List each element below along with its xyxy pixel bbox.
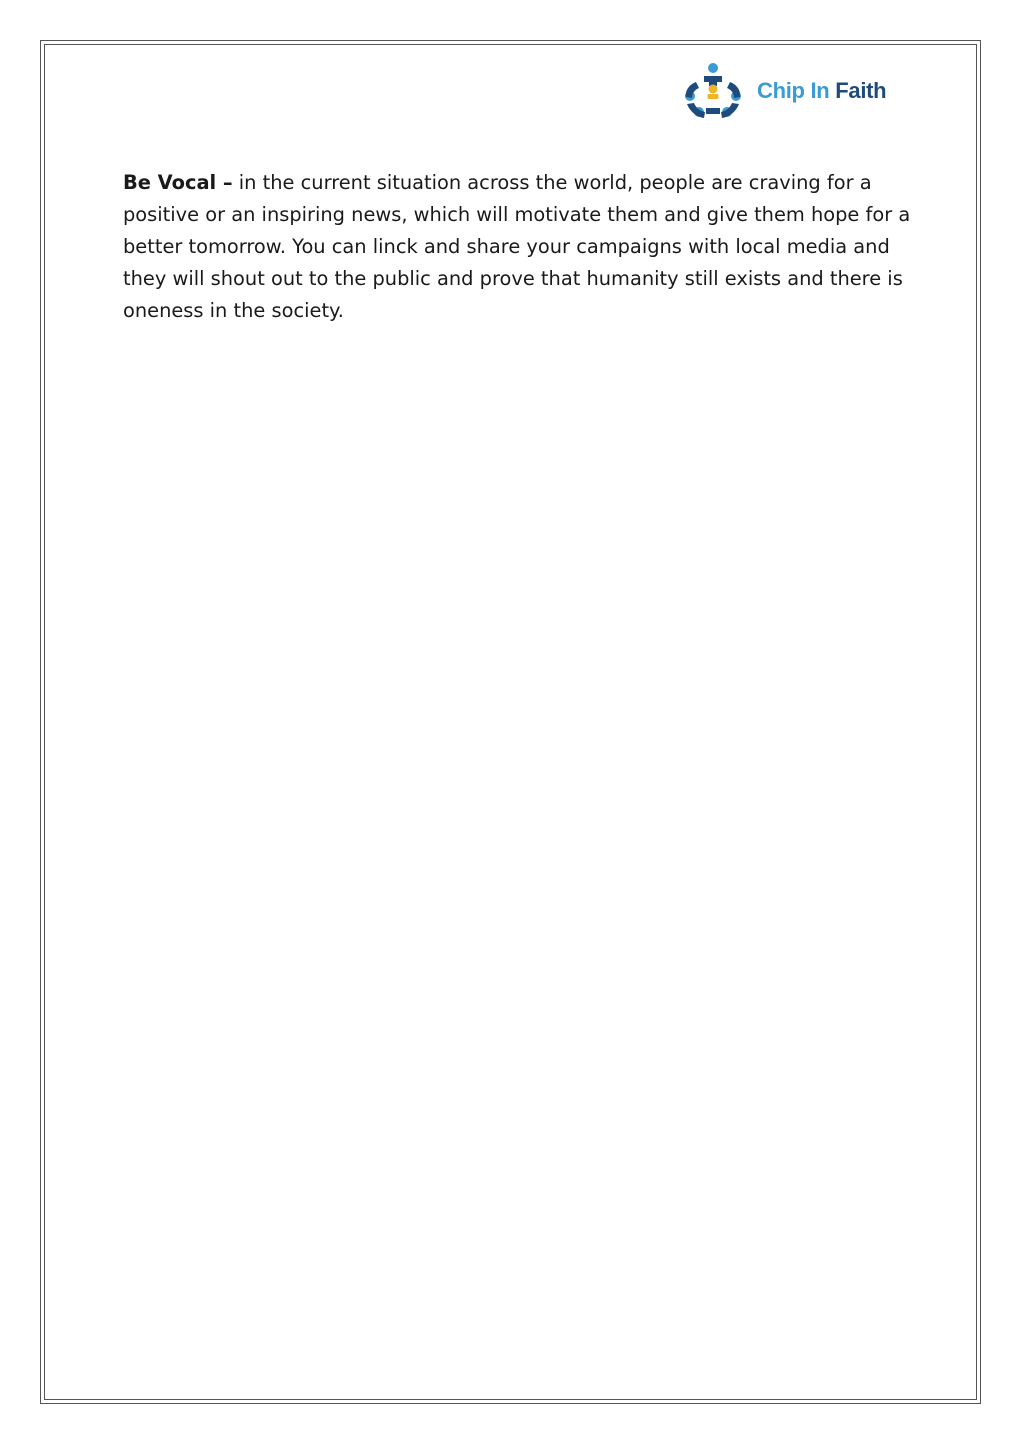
chip-in-faith-logo bbox=[683, 62, 886, 120]
paragraph-heading: Be Vocal – bbox=[123, 171, 233, 194]
people-circle-logo-icon bbox=[683, 62, 743, 120]
logo-word-chip-in: Chip In bbox=[757, 78, 830, 103]
body-paragraph bbox=[123, 167, 913, 327]
logo-wordmark bbox=[757, 80, 886, 102]
paragraph-text: in the current situation across the world, people are craving for a positive or an inspiring news, which will motivate them and give them hope for a better tomorrow. You can linck and share your campaigns with local media and they will shout out to the public and prove that humanity still exists and there is oneness in the society. bbox=[123, 171, 911, 322]
logo-word-faith: Faith bbox=[835, 78, 887, 103]
